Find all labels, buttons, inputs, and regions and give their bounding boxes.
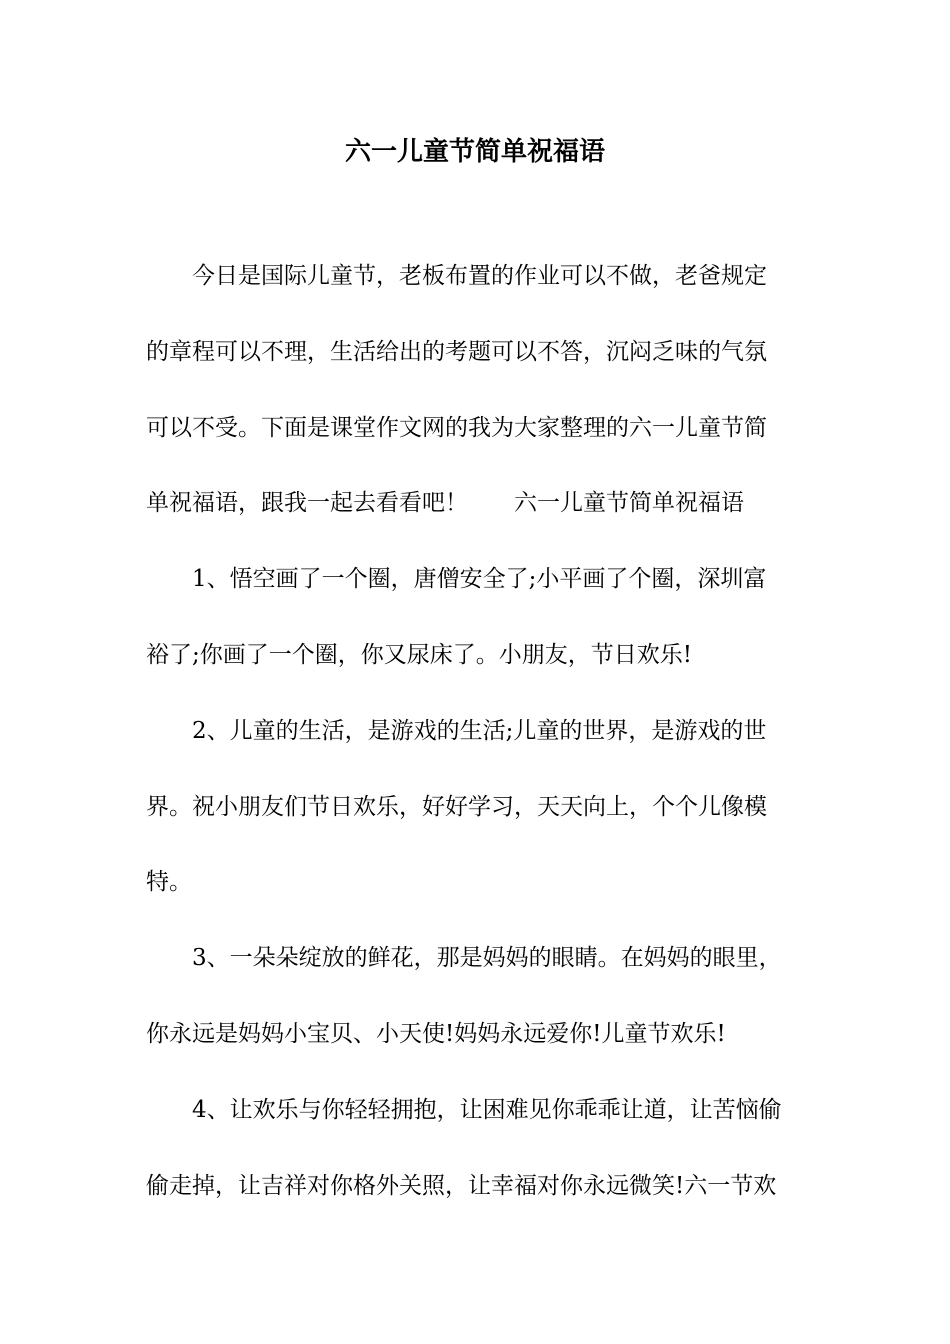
text-line: 你永远是妈妈小宝贝、小天使!妈妈永远爱你!儿童节欢乐! <box>146 1020 726 1047</box>
list-item <box>146 713 806 902</box>
text-line: 界。祝小朋友们节日欢乐，好好学习，天天向上，个个儿像模 <box>146 793 767 820</box>
list-item <box>146 1092 806 1205</box>
intro-paragraph <box>146 258 806 522</box>
text-line: 今日是国际儿童节，老板布置的作业可以不做，老爸规定 <box>192 263 767 289</box>
text-line: 裕了;你画了一个圈，你又尿床了。小朋友，节日欢乐! <box>146 641 692 668</box>
document-body <box>146 258 806 1243</box>
text-line: 2、儿童的生活，是游戏的生活;儿童的世界，是游戏的世 <box>192 717 767 744</box>
text-line: 4、让欢乐与你轻轻拥抱，让困难见你乖乖让道，让苦恼偷 <box>192 1096 782 1123</box>
document-title: 六一儿童节简单祝福语 <box>344 137 605 167</box>
text-line: 的章程可以不理，生活给出的考题可以不答，沉闷乏味的气氛 <box>146 338 767 365</box>
text-line <box>146 485 806 522</box>
intro-closing-text: 单祝福语，跟我一起去看看吧！ <box>146 490 468 517</box>
text-line: 偷走掉，让吉祥对你格外关照，让幸福对你永远微笑!六一节欢 <box>146 1172 777 1199</box>
inline-section-heading: 六一儿童节简单祝福语 <box>514 490 744 517</box>
text-line: 1、悟空画了一个圈，唐僧安全了;小平画了个圈，深圳富 <box>192 566 767 593</box>
text-line: 特。 <box>146 869 192 896</box>
text-line: 3、一朵朵绽放的鲜花，那是妈妈的眼睛。在妈妈的眼里， <box>192 945 782 972</box>
list-item <box>146 561 806 674</box>
list-item <box>146 940 806 1053</box>
text-line: 可以不受。下面是课堂作文网的我为大家整理的六一儿童节简 <box>146 414 767 441</box>
